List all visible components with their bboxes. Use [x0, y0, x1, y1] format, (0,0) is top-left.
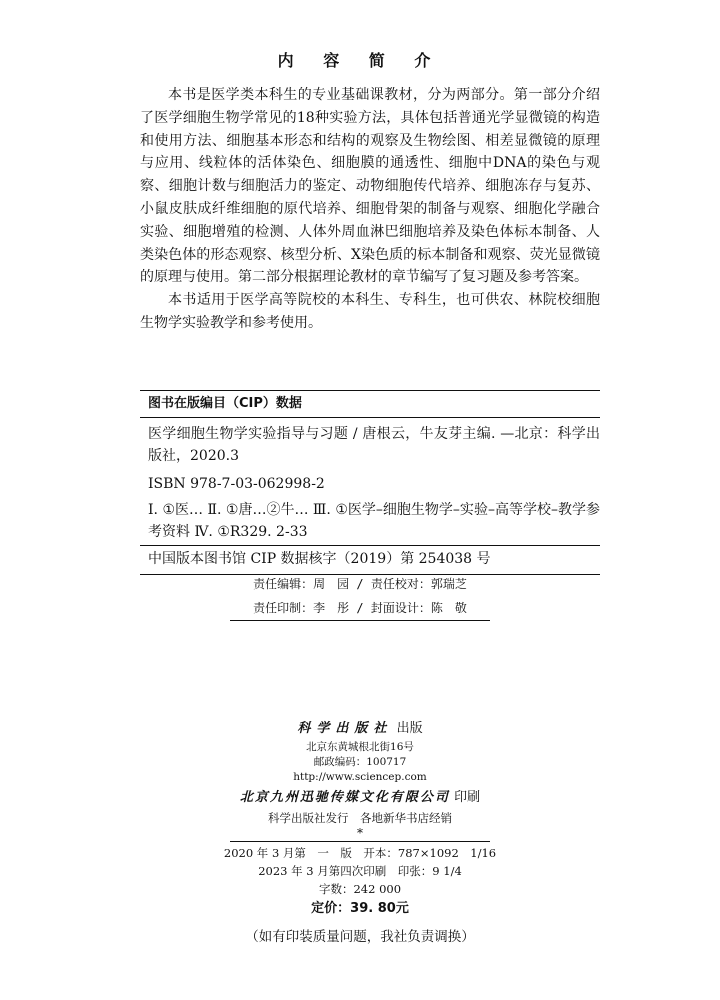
printer-suffix: 印刷 — [454, 790, 481, 805]
summary-paragraph: 本书是医学类本科生的专业基础课教材，分为两部分。第一部分介绍了医学细胞生物学常见的18种实验方法，具体包括普通光学显微镜的构造和使用方法、细胞基本形态和结构的观察及生物绘图、相差显微镜的原理与应用、线粒体的活体染色、细胞膜的通透性、细胞中DNA的染色与观察、细胞计数与细胞活力的鉴定、动物细胞传代培养、细胞冻存与复苏、小鼠皮肤成纤维细胞的原代培养、细胞骨架的制备与观察、细胞化学融合实验、细胞增殖的检测、人体外周血淋巴细胞培养及染色体标本制备、人类染色体的形态观察、核型分析、X染色质的标本制备和观察、荧光显微镜的原理与使用。第二部分根据理论教材的章节编写了复习题及参考答案。 — [140, 87, 600, 286]
publisher-line — [0, 718, 720, 740]
distribution: 科学出版社发行 各地新华书店经销 — [268, 811, 452, 825]
publisher-suffix: 出版 — [396, 721, 423, 736]
printing-line: 2023 年 3 月第四次印刷 印张：9 1/4 — [258, 864, 462, 878]
printer-name: 北京九州迅驰传媒文化有限公司 — [239, 790, 450, 805]
edition-line: 2020 年 3 月第 一 版 开本：787×1092 1/16 — [223, 846, 497, 860]
price: 定价：39. 80元 — [311, 901, 409, 916]
cip-classification: Ⅰ. ①医… Ⅱ. ①唐…②牛… Ⅲ. ①医学–细胞生物学–实验–高等学校–教学参考资料 Ⅳ. ①R329. 2-33 — [148, 502, 600, 540]
publisher-block — [0, 718, 720, 950]
separator-star: * — [357, 826, 363, 840]
word-count: 字数：242 000 — [318, 882, 402, 896]
publisher-url: http://www.sciencep.com — [293, 771, 427, 783]
divider — [230, 620, 490, 621]
printer-line — [0, 787, 720, 809]
staff-line: 责任编辑：周 园 / 责任校对：郭瑞芝 — [253, 577, 467, 591]
content-summary — [140, 84, 600, 335]
divider — [230, 841, 490, 842]
publisher-address: 北京东黄城根北街16号 — [306, 741, 414, 753]
staff-credits — [0, 572, 720, 621]
publisher-postcode: 邮政编码：100717 — [313, 756, 407, 768]
publisher-name: 科学出版社 — [297, 721, 393, 736]
cip-block — [140, 390, 600, 575]
cip-footer: 中国版本图书馆 CIP 数据核字（2019）第 254038 号 — [140, 545, 600, 574]
cip-entry: 医学细胞生物学实验指导与习题 / 唐根云，牛友芽主编. —北京：科学出版社，2020.3 — [148, 426, 600, 464]
summary-paragraph: 本书适用于医学高等院校的本科生、专科生，也可供农、林院校细胞生物学实验教学和参考使用。 — [140, 292, 600, 331]
page-title: 内 容 简 介 — [277, 51, 443, 70]
staff-line: 责任印制：李 彤 / 封面设计：陈 敬 — [253, 601, 467, 615]
cip-isbn: ISBN 978-7-03-062998-2 — [148, 476, 325, 492]
replacement-note: （如有印装质量问题，我社负责调换） — [245, 929, 475, 945]
cip-header: 图书在版编目（CIP）数据 — [140, 391, 600, 418]
